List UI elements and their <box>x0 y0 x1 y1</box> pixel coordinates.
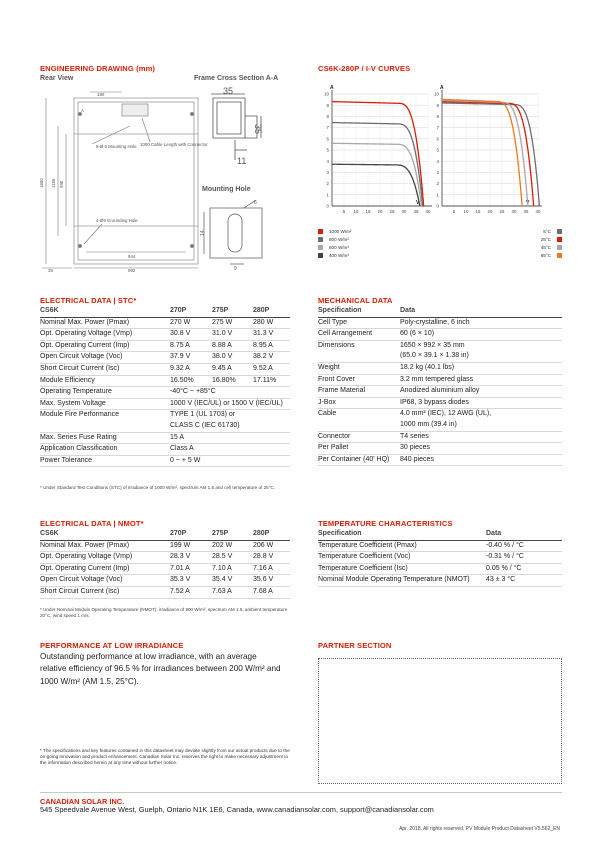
legend-item <box>520 244 562 252</box>
stc-row <box>40 329 290 341</box>
stc-cell: 8.95 A <box>253 340 290 352</box>
x-tick-label: 20 <box>377 209 383 214</box>
nmot-cell: 28.5 V <box>212 552 253 564</box>
panel-frame <box>74 98 198 264</box>
stc-row <box>40 410 290 421</box>
x-tick-label: 35 <box>413 209 419 214</box>
mech-row <box>318 340 562 351</box>
frame-dim-35: 35 <box>223 86 234 96</box>
series-line <box>332 164 420 206</box>
nmot-header-275p: 275P <box>212 529 253 540</box>
temp-cell: -0.31 % / °C <box>486 552 562 564</box>
stc-cell: 38.2 V <box>253 352 290 364</box>
legend-item <box>318 252 428 260</box>
mech-cell: 1650 × 992 × 35 mm <box>400 341 465 349</box>
partner-title: PARTNER SECTION <box>318 641 392 650</box>
mech-header-row <box>318 306 562 317</box>
y-axis-title: A <box>440 85 444 91</box>
stc-cell: CLASS C (IEC 61730) <box>170 421 290 432</box>
stc-cell: 17.11% <box>253 375 290 387</box>
dim-990: 990 <box>59 180 64 188</box>
nmot-row <box>40 552 290 564</box>
mech-header-spec: Specification <box>318 306 400 317</box>
stc-header-270p: 270P <box>170 306 212 317</box>
mounting-hole-label: Mounting Hole <box>202 186 251 193</box>
legend-swatch <box>318 237 323 242</box>
dim-992: 992 <box>128 268 136 273</box>
legend-swatch <box>557 229 562 234</box>
y-tick-label: 3 <box>436 170 439 175</box>
stc-cell: 31.0 V <box>212 329 253 341</box>
frame-cross-drawing <box>205 88 267 168</box>
stc-table <box>40 306 290 467</box>
mech-row <box>318 443 562 455</box>
y-tick-label: 10 <box>324 91 329 97</box>
y-tick-label: 1 <box>436 192 439 198</box>
legend-item <box>318 244 428 252</box>
x-tick-label: 10 <box>463 209 469 214</box>
legend-item <box>520 228 562 236</box>
iv-chart-irradiance <box>318 84 440 224</box>
stc-header-model: CS6K <box>40 306 170 317</box>
nmot-cell: 202 W <box>212 540 253 552</box>
stc-row <box>40 375 290 387</box>
mech-row <box>318 409 562 420</box>
y-tick-label: 0 <box>326 203 329 209</box>
mech-cell: 18.2 kg (40.1 lbs) <box>400 362 562 374</box>
dim-944: 944 <box>128 254 136 259</box>
legend-swatch <box>318 245 323 250</box>
y-tick-label: 2 <box>436 181 439 187</box>
temperature-title: TEMPERATURE CHARACTERISTICS <box>318 519 453 528</box>
mech-cell: Cell Arrangement <box>318 329 400 341</box>
nmot-table <box>40 529 290 599</box>
footer-divider <box>40 792 562 793</box>
series-line <box>442 102 534 206</box>
engineering-title: ENGINEERING DRAWING (mm) <box>40 64 156 73</box>
stc-cell: TYPE 1 (UL 1703) or <box>170 411 236 419</box>
legend-item <box>520 252 562 260</box>
nmot-cell: 206 W <box>253 540 290 552</box>
dim-1155: 1155 <box>51 178 56 188</box>
stc-cell <box>40 421 170 432</box>
legend-item <box>318 236 428 244</box>
stc-row <box>40 387 290 399</box>
stc-cell: 8.88 A <box>212 340 253 352</box>
x-axis-title: V <box>416 200 420 206</box>
mech-cell: Weight <box>318 362 400 374</box>
y-tick-label: 8 <box>326 114 329 119</box>
mech-cell: J-Box <box>318 397 400 409</box>
stc-cell: 38.0 V <box>212 352 253 364</box>
mech-cell: 840 pieces <box>400 454 562 466</box>
y-tick-label: 9 <box>436 102 439 108</box>
mount-dim-14: 14 <box>200 230 206 236</box>
y-tick-label: 10 <box>434 91 439 97</box>
series-line <box>442 103 539 206</box>
mech-cell: 30 pieces <box>400 443 562 455</box>
stc-row <box>40 421 290 432</box>
mech-row <box>318 351 562 362</box>
y-axis-title: A <box>330 85 334 91</box>
nmot-cell: 7.01 A <box>170 563 212 575</box>
low-irradiance-text: Outstanding performance at low irradiance, with an average relative efficiency of 96.5 % for irradiances between 200 W/m² and 1000 W/m² (AM 1.5, 25°C). <box>40 652 281 686</box>
stc-cell: 15 A <box>170 432 290 444</box>
stc-cell: 270 W <box>170 317 212 329</box>
legend-item <box>520 236 562 244</box>
temp-header-data: Data <box>486 529 562 540</box>
y-tick-label: 6 <box>436 136 439 142</box>
mech-cell: Per Container (40' HQ) <box>318 454 400 466</box>
nmot-cell: 7.68 A <box>253 586 290 598</box>
y-tick-label: 7 <box>436 125 439 131</box>
temp-cell: Temperature Coefficient (Voc) <box>318 552 486 564</box>
stc-row <box>40 398 290 410</box>
mech-header-data: Data <box>400 306 562 317</box>
temp-header-spec: Specification <box>318 529 486 540</box>
mech-cell <box>318 420 400 431</box>
frame-dim-11: 11 <box>237 156 247 166</box>
stc-cell: 31.3 V <box>253 329 290 341</box>
stc-cell: 1000 V (IEC/UL) or 1500 V (IEC/UL) <box>170 398 290 410</box>
nmot-cell: 7.63 A <box>212 586 253 598</box>
y-tick-label: 4 <box>436 158 439 164</box>
dim-35: 35 <box>48 268 53 273</box>
temp-header-row <box>318 529 562 540</box>
x-tick-label: 25 <box>499 209 505 214</box>
mech-row <box>318 329 562 341</box>
disclaimer: * The specifications and key features contained in this datasheet may deviate slightly from our actual products due to the on-going innovation and product enhancement. Canadian Solar Inc. reserves the right to make necessary adjustment to the information described herein at any time without further notice. <box>40 748 290 766</box>
iv-right-legend <box>520 228 562 260</box>
stc-cell: 9.32 A <box>170 363 212 375</box>
stc-cell: 16.50% <box>170 375 212 387</box>
temp-row <box>318 552 562 564</box>
x-tick-label: 15 <box>475 209 481 214</box>
mechanical-table <box>318 306 562 466</box>
legend-swatch <box>557 237 562 242</box>
temp-cell: 0.05 % / °C <box>486 563 562 575</box>
mech-cell: (65.0 × 39.1 × 1.38 in) <box>400 351 562 362</box>
legend-swatch <box>318 253 323 258</box>
legend-label: 5°C <box>543 229 551 234</box>
stc-row <box>40 455 290 467</box>
copyright: Apr. 2018. All rights reserved, PV Module Product Datasheet V5.562_EN <box>399 826 560 832</box>
stc-cell: 16.80% <box>212 375 253 387</box>
y-tick-label: 6 <box>326 136 329 142</box>
panel-inner <box>78 102 194 260</box>
x-tick-label: 15 <box>365 209 371 214</box>
stc-cell: Open Circuit Voltage (Voc) <box>40 352 170 364</box>
low-irradiance-title: PERFORMANCE AT LOW IRRADIANCE <box>40 641 184 650</box>
stc-cell: 280 W <box>253 317 290 329</box>
legend-label: 800 W/m² <box>329 237 349 242</box>
nmot-cell: 35.4 V <box>212 575 253 587</box>
label-cable <box>140 142 208 147</box>
x-tick-label: 30 <box>511 209 517 214</box>
stc-cell: 0 ~ + 5 W <box>170 455 290 467</box>
nmot-cell: 28.3 V <box>170 552 212 564</box>
stc-header-275p: 275P <box>212 306 253 317</box>
x-tick-label: 20 <box>487 209 493 214</box>
stc-row <box>40 340 290 352</box>
stc-cell: Opt. Operating Voltage (Vmp) <box>40 329 170 341</box>
stc-cell: 30.8 V <box>170 329 212 341</box>
mech-cell: 1000 mm (39.4 in) <box>400 420 562 431</box>
stc-cell: Opt. Operating Current (Imp) <box>40 340 170 352</box>
x-tick-label: 40 <box>425 209 431 214</box>
y-tick-label: 8 <box>436 114 439 119</box>
stc-cell: 9.52 A <box>253 363 290 375</box>
dim-1650: 1650 <box>39 178 44 188</box>
label-8hole-text: 8-Ø 6 Mounting Hole <box>96 144 137 149</box>
mech-cell: 60 (6 × 10) <box>400 329 562 341</box>
y-tick-label: 5 <box>436 147 439 153</box>
y-tick-label: 2 <box>326 181 329 187</box>
nmot-cell: Open Circuit Voltage (Voc) <box>40 575 170 587</box>
stc-row <box>40 363 290 375</box>
stc-header-row <box>40 306 290 317</box>
nmot-header-row <box>40 529 290 540</box>
frame-cross-label: Frame Cross Section A-A <box>194 75 279 82</box>
mech-row <box>318 420 562 431</box>
mech-cell: Per Pallet <box>318 443 400 455</box>
x-tick-label: 40 <box>535 209 541 214</box>
nmot-footnote: * Under Nominal Module Operating Temperature (NMOT), irradiance of 800 W/m², spectrum AM 1.5, ambient temperature 20°C, wind speed 1 m/s. <box>40 607 288 618</box>
y-tick-label: 9 <box>326 102 329 108</box>
legend-label: 400 W/m² <box>329 253 349 258</box>
nmot-cell: 7.52 A <box>170 586 212 598</box>
nmot-cell: 7.10 A <box>212 563 253 575</box>
x-tick-label: 5 <box>452 209 456 214</box>
stc-cell: Power Tolerance <box>40 455 170 467</box>
temp-cell: Temperature Coefficient (Pmax) <box>318 540 486 552</box>
stc-cell: 37.9 V <box>170 352 212 364</box>
stc-row <box>40 444 290 456</box>
mech-cell: 4.0 mm² (IEC), 12 AWG (UL), <box>400 410 492 418</box>
nmot-cell: 35.3 V <box>170 575 212 587</box>
stc-cell: 8.75 A <box>170 340 212 352</box>
stc-header-280p: 280P <box>253 306 290 317</box>
mech-row <box>318 431 562 443</box>
label-cable-text: 1000 Cable Length with Connector <box>140 142 208 147</box>
x-tick-label: 30 <box>401 209 407 214</box>
temp-row <box>318 575 562 587</box>
nmot-header-280p: 280P <box>253 529 290 540</box>
temp-row <box>318 563 562 575</box>
x-tick-label: 5 <box>342 209 346 214</box>
company-address: 545 Speedvale Avenue West, Guelph, Ontario N1K 1E6, Canada, www.canadiansolar.com, support@canadiansolar.com <box>40 805 434 814</box>
legend-swatch <box>557 245 562 250</box>
y-tick-label: 1 <box>326 192 329 198</box>
legend-label: 65°C <box>540 253 551 258</box>
legend-label: 45°C <box>540 245 551 250</box>
iv-left-legend <box>318 228 428 260</box>
nmot-cell: 28.8 V <box>253 552 290 564</box>
y-tick-label: 7 <box>326 125 329 131</box>
nmot-cell: Opt. Operating Voltage (Vmp) <box>40 552 170 564</box>
label-8hole <box>96 144 137 149</box>
mech-cell: Anodized aluminium alloy <box>400 386 562 398</box>
stc-cell: Short Circuit Current (Isc) <box>40 363 170 375</box>
nmot-cell: 35.6 V <box>253 575 290 587</box>
mech-cell: Poly-crystalline, 6 inch <box>400 317 562 329</box>
nmot-cell: 199 W <box>170 540 212 552</box>
frame-dim-35-v: 35 <box>253 124 263 135</box>
stc-cell: Nominal Max. Power (Pmax) <box>40 317 170 329</box>
mech-row <box>318 362 562 374</box>
mounting-hole-drawing <box>200 198 270 272</box>
stc-cell: 275 W <box>212 317 253 329</box>
temp-cell: Temperature Coefficient (Isc) <box>318 563 486 575</box>
mech-row <box>318 374 562 386</box>
mech-cell: Front Cover <box>318 374 400 386</box>
mech-cell: Dimensions <box>318 341 355 349</box>
temp-cell: Nominal Module Operating Temperature (NMOT) <box>318 575 486 587</box>
iv-chart-temperature <box>425 84 554 224</box>
mech-cell: 3.2 mm tempered glass <box>400 374 562 386</box>
temp-cell: -0.40 % / °C <box>486 540 562 552</box>
legend-label: 1000 W/m² <box>329 229 352 234</box>
iv-curves-title: CS6K-280P / I-V CURVES <box>318 64 411 73</box>
mech-cell: Connector <box>318 431 400 443</box>
temp-cell: 43 ± 3 °C <box>486 575 562 587</box>
mech-cell: Frame Material <box>318 386 400 398</box>
y-tick-label: 0 <box>436 203 439 209</box>
nmot-cell: Nominal Max. Power (Pmax) <box>40 540 170 552</box>
nmot-title: ELECTRICAL DATA | NMOT* <box>40 519 144 528</box>
nmot-row <box>40 586 290 598</box>
mech-cell: Cable <box>318 410 337 418</box>
mount-dim-9: 9 <box>234 266 237 272</box>
junction-box <box>122 104 148 116</box>
stc-cell: Module Fire Performance <box>40 411 119 419</box>
stc-cell: 9.45 A <box>212 363 253 375</box>
stc-cell: Max. System Voltage <box>40 398 170 410</box>
stc-cell: Application Classification <box>40 444 170 456</box>
nmot-row <box>40 575 290 587</box>
stc-row <box>40 432 290 444</box>
temp-row <box>318 540 562 552</box>
mech-cell: Cell Type <box>318 317 400 329</box>
y-tick-label: 4 <box>326 158 329 164</box>
legend-swatch <box>318 229 323 234</box>
nmot-cell: Opt. Operating Current (Imp) <box>40 563 170 575</box>
mech-row <box>318 397 562 409</box>
legend-item <box>318 228 428 236</box>
stc-cell: Class A <box>170 444 290 456</box>
nmot-header-model: CS6K <box>40 529 170 540</box>
x-axis-title: V <box>526 200 530 206</box>
nmot-cell: 7.16 A <box>253 563 290 575</box>
stc-cell: -40°C ~ +85°C <box>170 387 290 399</box>
y-tick-label: 3 <box>326 170 329 175</box>
legend-label: 600 W/m² <box>329 245 349 250</box>
legend-label: 25°C <box>540 237 551 242</box>
series-line <box>332 143 422 206</box>
x-tick-label: 25 <box>389 209 395 214</box>
nmot-cell: Short Circuit Current (Isc) <box>40 586 170 598</box>
temperature-table <box>318 529 562 587</box>
stc-cell: Module Efficiency <box>40 375 170 387</box>
company-name: CANADIAN SOLAR INC. <box>40 797 125 806</box>
y-tick-label: 5 <box>326 147 329 153</box>
mech-row <box>318 317 562 329</box>
mech-cell: IP68, 3 bypass diodes <box>400 397 562 409</box>
partner-box <box>318 658 562 784</box>
stc-cell: Max. Series Fuse Rating <box>40 432 170 444</box>
label-4hole: 4-Ø9 Grounding Hole <box>96 218 138 223</box>
rear-view-label: Rear View <box>40 75 74 82</box>
nmot-row <box>40 540 290 552</box>
mech-row <box>318 454 562 466</box>
mech-cell <box>318 351 400 362</box>
legend-swatch <box>557 253 562 258</box>
x-tick-label: 10 <box>353 209 359 214</box>
mount-dim-6: 6 <box>254 200 257 206</box>
stc-row <box>40 352 290 364</box>
stc-title: ELECTRICAL DATA | STC* <box>40 296 137 305</box>
nmot-row <box>40 563 290 575</box>
dim-180: 180 <box>97 92 105 97</box>
stc-row <box>40 317 290 329</box>
mech-row <box>318 386 562 398</box>
x-tick-label: 35 <box>523 209 529 214</box>
mechanical-title: MECHANICAL DATA <box>318 296 393 305</box>
label-a: A <box>81 108 84 113</box>
nmot-header-270p: 270P <box>170 529 212 540</box>
stc-footnote: * Under Standard Test Conditions (STC) of irradiance of 1000 W/m², spectrum AM 1.5 and cell temperature of 25°C. <box>40 485 276 490</box>
stc-cell: Operating Temperature <box>40 387 170 399</box>
mech-cell: T4 series <box>400 431 562 443</box>
